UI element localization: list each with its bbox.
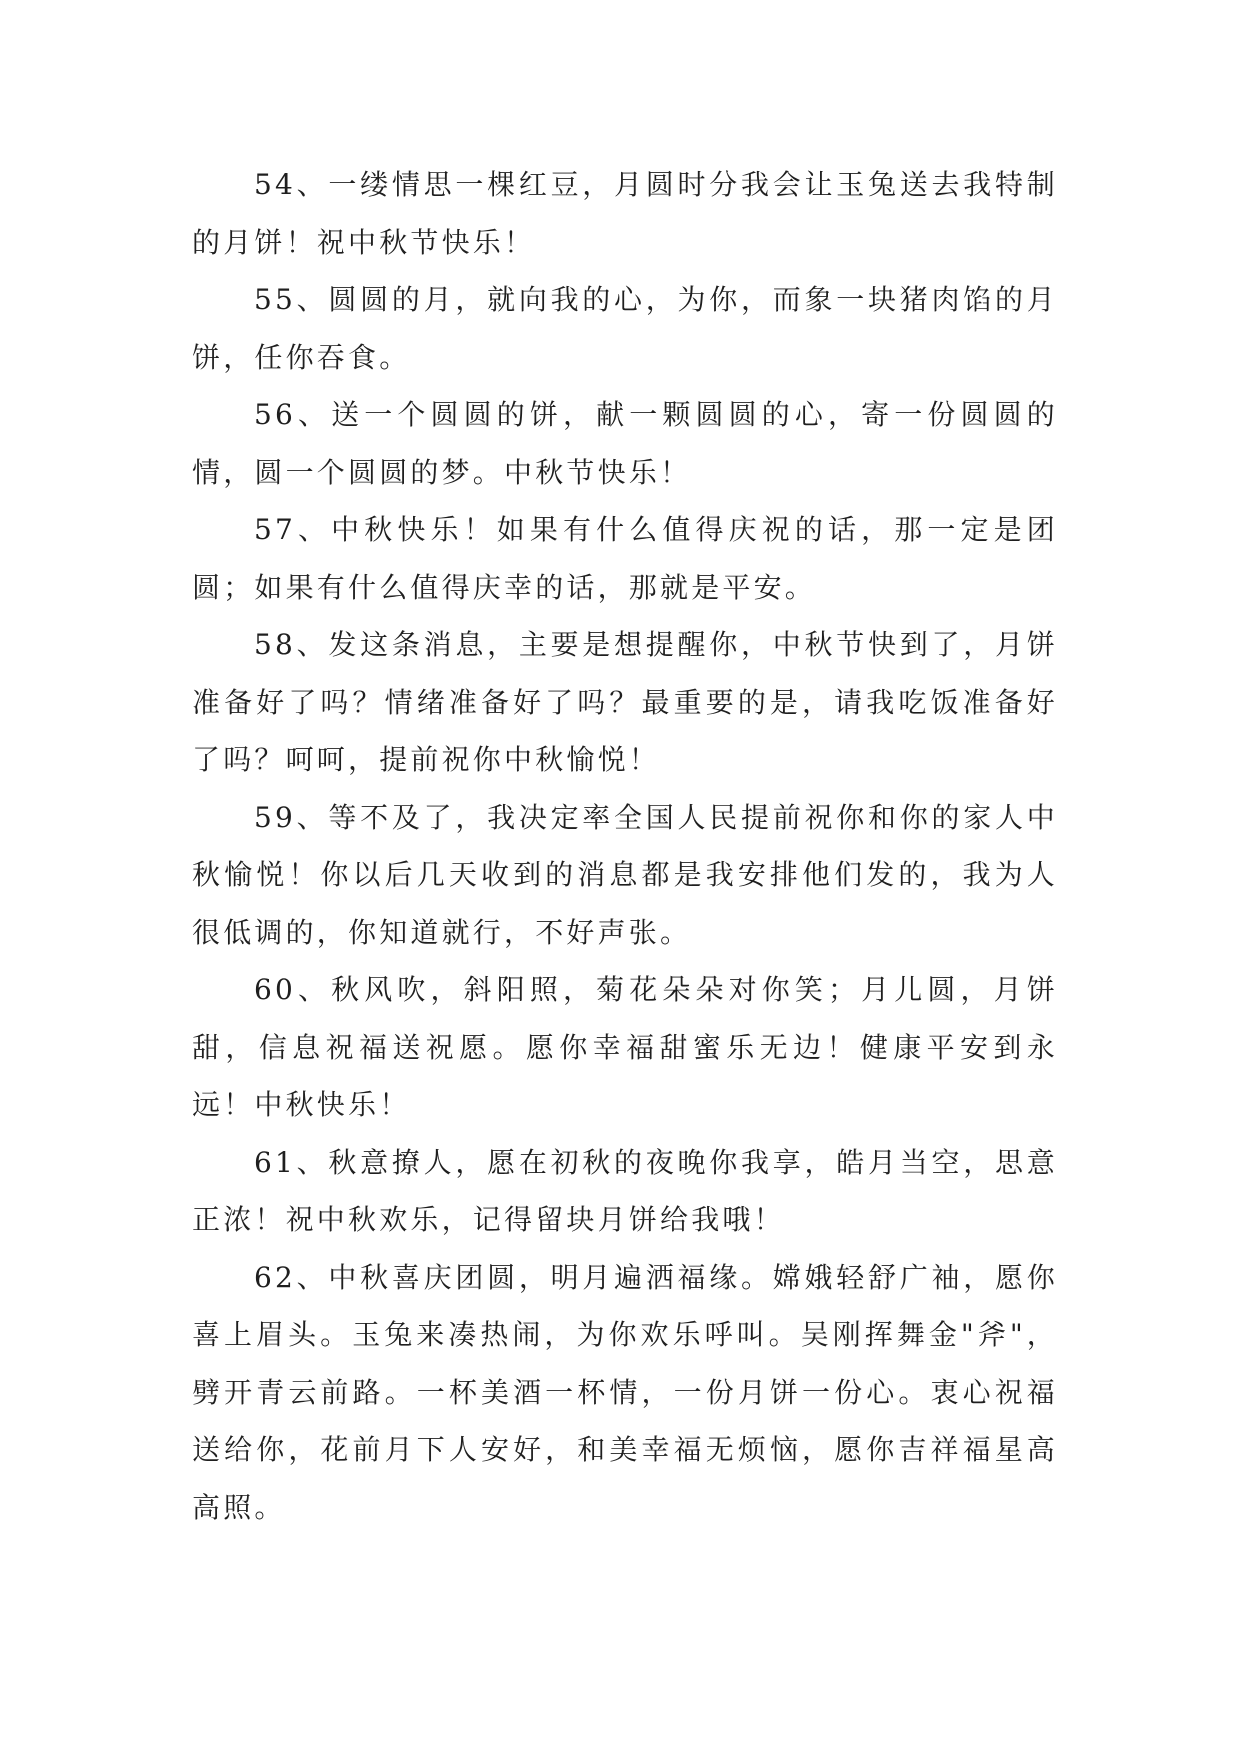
paragraph-59: 59、等不及了，我决定率全国人民提前祝你和你的家人中秋愉悦！你以后几天收到的消息都是我安排他们发的，我为人很低调的，你知道就行，不好声张。	[192, 800, 1058, 949]
paragraph-56: 56、送一个圆圆的饼，献一颗圆圆的心，寄一份圆圆的情，圆一个圆圆的梦。中秋节快乐！	[192, 398, 1058, 489]
paragraph-54: 54、一缕情思一棵红豆，月圆时分我会让玉兔送去我特制的月饼！祝中秋节快乐！	[192, 168, 1058, 259]
paragraph-61: 61、秋意撩人，愿在初秋的夜晚你我享，皓月当空，思意正浓！祝中秋欢乐，记得留块月饼给我哦！	[192, 1145, 1058, 1236]
paragraph-58: 58、发这条消息，主要是想提醒你，中秋节快到了，月饼准备好了吗？情绪准备好了吗？最重要的是，请我吃饭准备好了吗？呵呵，提前祝你中秋愉悦！	[192, 628, 1058, 776]
paragraph-57: 57、中秋快乐！如果有什么值得庆祝的话，那一定是团圆；如果有什么值得庆幸的话，那就是平安。	[192, 513, 1058, 604]
document-body	[192, 156, 1058, 1536]
paragraph-62: 62、中秋喜庆团圆，明月遍洒福缘。嫦娥轻舒广袖，愿你喜上眉头。玉兔来凑热闹，为你欢乐呼叫。吴刚挥舞金"斧"，劈开青云前路。一杯美酒一杯情，一份月饼一份心。衷心祝福送给你，花前月下人安好，和美幸福无烦恼，愿你吉祥福星高高照。	[192, 1260, 1058, 1524]
paragraph-60: 60、秋风吹，斜阳照，菊花朵朵对你笑；月儿圆，月饼甜，信息祝福送祝愿。愿你幸福甜蜜乐无边！健康平安到永远！中秋快乐！	[192, 973, 1058, 1121]
paragraph-55: 55、圆圆的月，就向我的心，为你，而象一块猪肉馅的月饼，任你吞食。	[192, 283, 1058, 374]
